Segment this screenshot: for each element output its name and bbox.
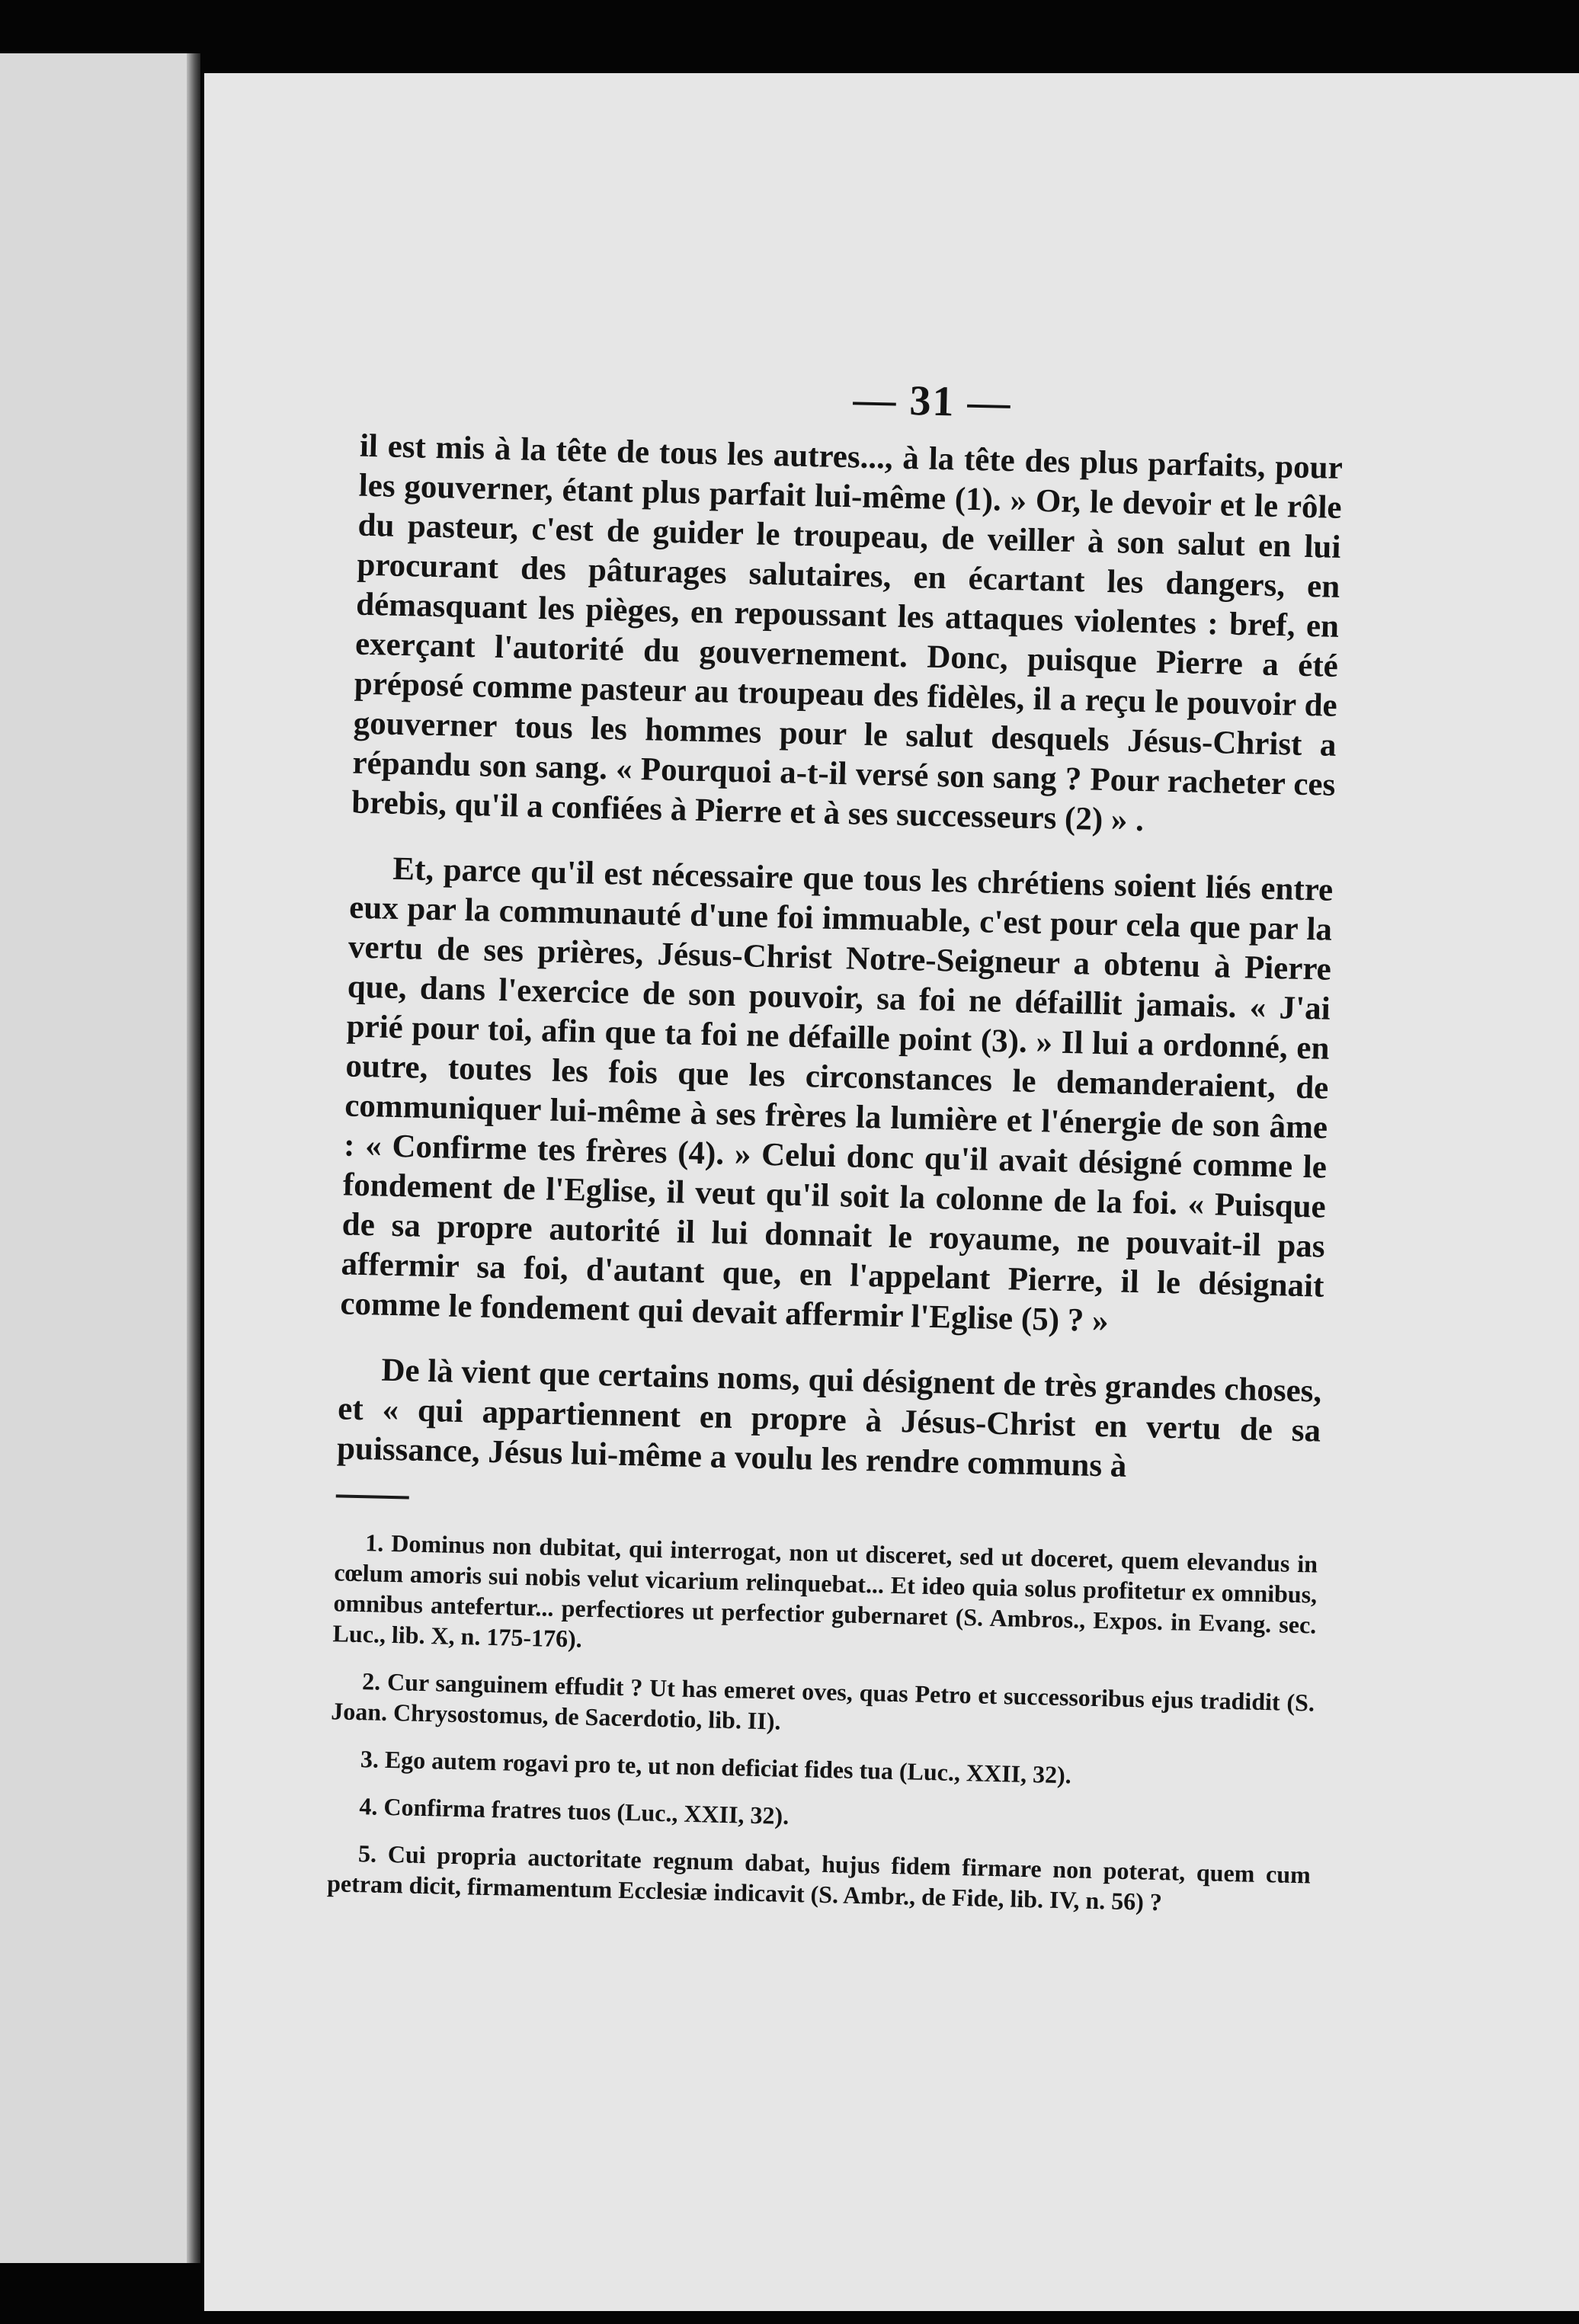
body-text bbox=[326, 427, 1343, 1938]
paragraph: Et, parce qu'il est nécessaire que tous les chrétiens soient liés entre eux par la communauté d'une foi immuable, c'est pour cela que par la vertu de ses prières, Jésus-Christ Notre-Seigneur a obtenu à Pierre que, dans l'exercice de son pouvoir, sa foi ne défaillit jamais. « J'ai prié pour toi, afin que ta foi ne défaille point (3). » Il lui a ordonné, en outre, toutes les fois que les circonstances le demanderaient, de communiquer lui-même à ses frères la lumière et l'énergie de son âme : « Confirme tes frères (4). » Celui donc qu'il avait désigné comme le fondement de l'Eglise, il veut qu'il soit la colonne de la foi. « Puisque de sa propre autorité il lui donnait le royaume, ne pouvait-il pas affermir sa foi, d'autant que, en l'appelant Pierre, il le désignait comme le fondement qui devait affermir l'Eglise (5) ? » bbox=[339, 850, 1334, 1340]
footnote: 4. Confirma fratres tuos (Luc., XXII, 32). bbox=[359, 1792, 790, 1829]
footnote: 2. Cur sanguinem effudit ? Ut has emeret oves, quas Petro et successoribus ejus tradidit (S. Joan. Chrysostomus, de Sacerdotio, lib. II). bbox=[330, 1667, 1315, 1735]
footnote: 5. Cui propria auctoritate regnum dabat, hujus fidem firmare non poterat, quem cum petram dicit, firmamentum Ecclesiæ indicavit (S. Ambr., de Fide, lib. IV, n. 56) ? bbox=[326, 1839, 1312, 1916]
footnote: 3. Ego autem rogavi pro te, ut non deficiat fides tua (Luc., XXII, 32). bbox=[360, 1745, 1072, 1789]
footnote: 1. Dominus non dubitat, qui interrogat, non ut disceret, sed ut doceret, quem elevandus in cœlum amoris sui nobis velut vicarium relinquebat... Et ideo quia solus profitetur ex omnibus, omnibus antefertur... perfectiores ut perfectior gubernaret (S. Ambros., Expos. in Evang. sec. Luc., lib. X, n. 175-176). bbox=[332, 1529, 1318, 1653]
paragraph: il est mis à la tête de tous les autres..., à la tête des plus parfaits, pour les gouverner, étant plus parfait lui-même (1). » Or, le devoir et le rôle du pasteur, c'est de guider le troupeau, de veiller à son salut en lui procurant des pâturages salutaires, en écartant les dangers, en démasquant les pièges, en repoussant les attaques violentes : bref, en exerçant l'autorité du gouvernement. Donc, puisque Pierre a été préposé comme pasteur au troupeau des fidèles, il a reçu le pouvoir de gouverner tous les hommes pour le salut desquels Jésus-Christ a répandu son sang. « Pourquoi a-t-il versé son sang ? Pour racheter ces brebis, qu'il a confiées à Pierre et à ses successeurs (2) » . bbox=[351, 427, 1344, 839]
page-gutter bbox=[187, 53, 200, 2263]
left-page bbox=[0, 53, 200, 2263]
footnote-separator bbox=[336, 1494, 409, 1499]
page-number: — 31 — bbox=[852, 376, 1013, 427]
paragraph: De là vient que certains noms, qui désignent de très grandes choses, et « qui appartiennent en propre à Jésus-Christ en vertu de sa puissance, Jésus lui-même a voulu les rendre communs à bbox=[336, 1352, 1322, 1484]
footnotes bbox=[327, 1526, 1318, 1920]
page-text-block bbox=[264, 59, 1519, 2324]
right-page bbox=[204, 73, 1579, 2311]
